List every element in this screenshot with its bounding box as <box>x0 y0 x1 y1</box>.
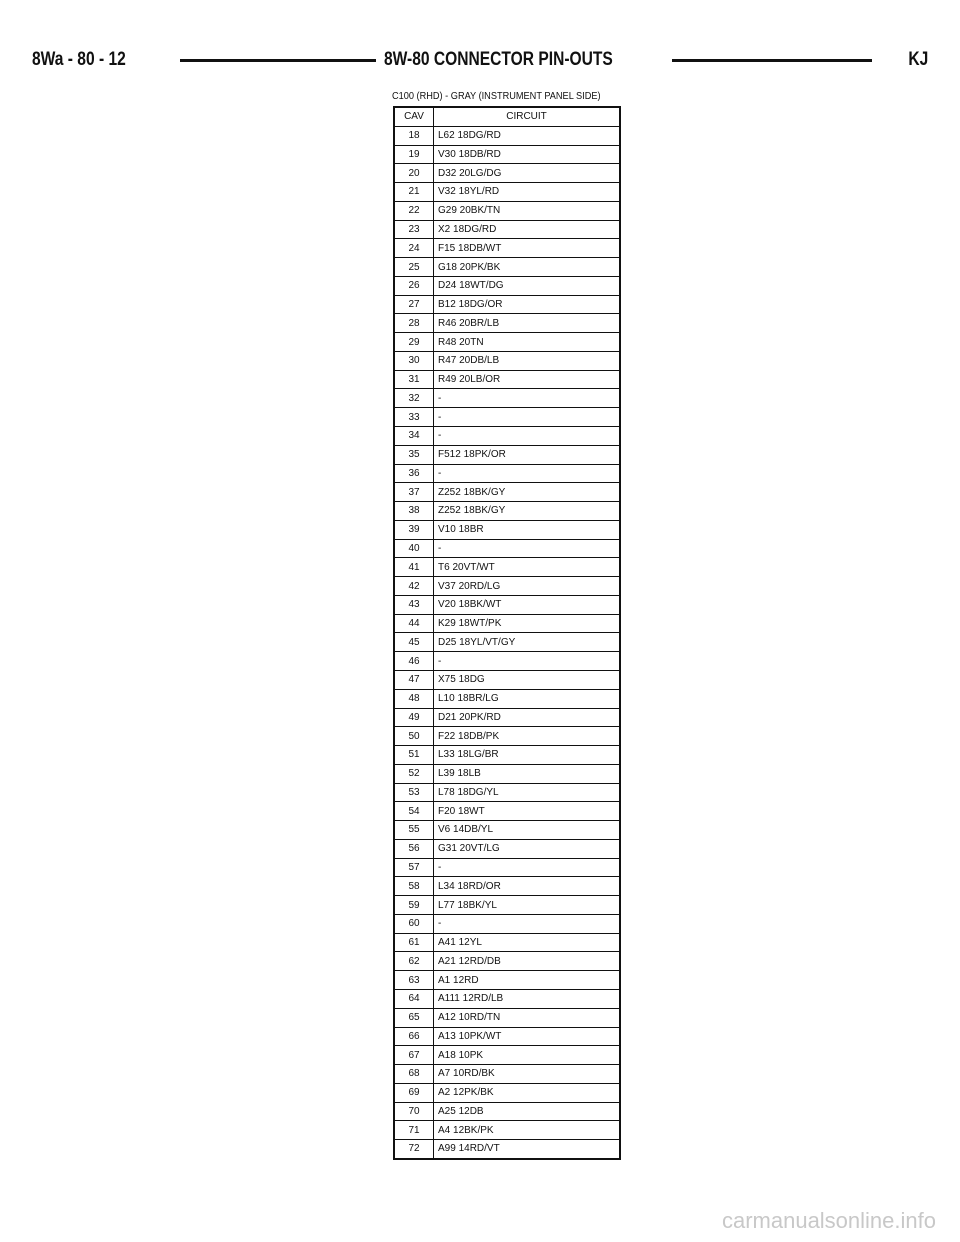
table-row <box>394 295 620 314</box>
circuit-cell: G29 20BK/TN <box>434 201 621 220</box>
circuit-cell: - <box>434 858 621 877</box>
circuit-cell: L77 18BK/YL <box>434 896 621 915</box>
pinout-table <box>393 106 621 1160</box>
cav-cell: 59 <box>394 896 434 915</box>
cav-cell: 37 <box>394 483 434 502</box>
table-row <box>394 351 620 370</box>
table-row <box>394 239 620 258</box>
circuit-cell: V20 18BK/WT <box>434 595 621 614</box>
table-row <box>394 670 620 689</box>
table-row <box>394 858 620 877</box>
circuit-cell: G18 20PK/BK <box>434 258 621 277</box>
table-row <box>394 633 620 652</box>
circuit-cell: - <box>434 652 621 671</box>
circuit-cell: L33 18LG/BR <box>434 746 621 765</box>
table-row <box>394 389 620 408</box>
table-row <box>394 952 620 971</box>
cav-cell: 69 <box>394 1083 434 1102</box>
cav-cell: 39 <box>394 520 434 539</box>
cav-cell: 34 <box>394 427 434 446</box>
table-row <box>394 126 620 145</box>
circuit-cell: - <box>434 914 621 933</box>
circuit-cell: A41 12YL <box>434 933 621 952</box>
cav-column-header: CAV <box>394 107 434 126</box>
table-row <box>394 746 620 765</box>
table-row <box>394 708 620 727</box>
circuit-cell: L34 18RD/OR <box>434 877 621 896</box>
cav-cell: 71 <box>394 1121 434 1140</box>
table-row <box>394 933 620 952</box>
table-row <box>394 502 620 521</box>
cav-cell: 23 <box>394 220 434 239</box>
table-row <box>394 1083 620 1102</box>
cav-cell: 40 <box>394 539 434 558</box>
page-number: 8Wa - 80 - 12 <box>32 46 126 74</box>
cav-cell: 56 <box>394 839 434 858</box>
table-row <box>394 276 620 295</box>
table-row <box>394 783 620 802</box>
cav-cell: 47 <box>394 670 434 689</box>
table-row <box>394 314 620 333</box>
table-row <box>394 652 620 671</box>
circuit-cell: Z252 18BK/GY <box>434 483 621 502</box>
cav-cell: 70 <box>394 1102 434 1121</box>
table-row <box>394 989 620 1008</box>
circuit-cell: F20 18WT <box>434 802 621 821</box>
table-row <box>394 1027 620 1046</box>
table-row <box>394 821 620 840</box>
circuit-cell: V10 18BR <box>434 520 621 539</box>
cav-cell: 38 <box>394 502 434 521</box>
circuit-cell: A1 12RD <box>434 971 621 990</box>
header-rule-right <box>672 59 872 62</box>
circuit-cell: - <box>434 427 621 446</box>
cav-cell: 48 <box>394 689 434 708</box>
circuit-cell: K29 18WT/PK <box>434 614 621 633</box>
table-row <box>394 220 620 239</box>
circuit-cell: R46 20BR/LB <box>434 314 621 333</box>
cav-cell: 44 <box>394 614 434 633</box>
circuit-cell: B12 18DG/OR <box>434 295 621 314</box>
table-row <box>394 1102 620 1121</box>
cav-cell: 54 <box>394 802 434 821</box>
table-row <box>394 558 620 577</box>
cav-cell: 42 <box>394 577 434 596</box>
circuit-cell: - <box>434 408 621 427</box>
cav-cell: 51 <box>394 746 434 765</box>
table-header-row <box>394 107 620 126</box>
table-row <box>394 201 620 220</box>
circuit-cell: Z252 18BK/GY <box>434 502 621 521</box>
connector-title: C100 (RHD) - GRAY (INSTRUMENT PANEL SIDE) <box>392 91 601 102</box>
circuit-cell: X75 18DG <box>434 670 621 689</box>
cav-cell: 60 <box>394 914 434 933</box>
circuit-cell: A18 10PK <box>434 1046 621 1065</box>
page-header <box>32 46 928 76</box>
table-row <box>394 445 620 464</box>
table-row <box>394 727 620 746</box>
table-row <box>394 877 620 896</box>
header-rule-left <box>180 59 376 62</box>
cav-cell: 21 <box>394 183 434 202</box>
circuit-cell: A99 14RD/VT <box>434 1140 621 1159</box>
table-row <box>394 1046 620 1065</box>
model-code: KJ <box>908 46 928 74</box>
circuit-cell: A2 12PK/BK <box>434 1083 621 1102</box>
table-row <box>394 577 620 596</box>
circuit-cell: L39 18LB <box>434 764 621 783</box>
cav-cell: 36 <box>394 464 434 483</box>
table-row <box>394 464 620 483</box>
table-row <box>394 614 620 633</box>
cav-cell: 49 <box>394 708 434 727</box>
circuit-cell: A111 12RD/LB <box>434 989 621 1008</box>
table-row <box>394 145 620 164</box>
circuit-cell: A21 12RD/DB <box>434 952 621 971</box>
circuit-cell: V30 18DB/RD <box>434 145 621 164</box>
circuit-cell: A4 12BK/PK <box>434 1121 621 1140</box>
cav-cell: 64 <box>394 989 434 1008</box>
table-row <box>394 427 620 446</box>
cav-cell: 30 <box>394 351 434 370</box>
table-row <box>394 764 620 783</box>
cav-cell: 28 <box>394 314 434 333</box>
circuit-cell: A7 10RD/BK <box>434 1065 621 1084</box>
circuit-cell: - <box>434 464 621 483</box>
circuit-cell: R48 20TN <box>434 333 621 352</box>
table-row <box>394 520 620 539</box>
cav-cell: 57 <box>394 858 434 877</box>
table-row <box>394 1140 620 1159</box>
circuit-cell: A25 12DB <box>434 1102 621 1121</box>
cav-cell: 33 <box>394 408 434 427</box>
cav-cell: 50 <box>394 727 434 746</box>
cav-cell: 62 <box>394 952 434 971</box>
table-body <box>394 126 620 1159</box>
circuit-cell: F15 18DB/WT <box>434 239 621 258</box>
cav-cell: 53 <box>394 783 434 802</box>
circuit-cell: G31 20VT/LG <box>434 839 621 858</box>
circuit-column-header: CIRCUIT <box>434 107 621 126</box>
cav-cell: 58 <box>394 877 434 896</box>
cav-cell: 32 <box>394 389 434 408</box>
circuit-cell: R47 20DB/LB <box>434 351 621 370</box>
table-row <box>394 164 620 183</box>
circuit-cell: D25 18YL/VT/GY <box>434 633 621 652</box>
cav-cell: 25 <box>394 258 434 277</box>
cav-cell: 46 <box>394 652 434 671</box>
cav-cell: 68 <box>394 1065 434 1084</box>
circuit-cell: F22 18DB/PK <box>434 727 621 746</box>
cav-cell: 19 <box>394 145 434 164</box>
cav-cell: 66 <box>394 1027 434 1046</box>
circuit-cell: F512 18PK/OR <box>434 445 621 464</box>
table-row <box>394 802 620 821</box>
circuit-cell: D32 20LG/DG <box>434 164 621 183</box>
circuit-cell: L78 18DG/YL <box>434 783 621 802</box>
circuit-cell: D24 18WT/DG <box>434 276 621 295</box>
table-row <box>394 408 620 427</box>
cav-cell: 43 <box>394 595 434 614</box>
circuit-cell: R49 20LB/OR <box>434 370 621 389</box>
cav-cell: 20 <box>394 164 434 183</box>
circuit-cell: A13 10PK/WT <box>434 1027 621 1046</box>
cav-cell: 22 <box>394 201 434 220</box>
table-row <box>394 333 620 352</box>
table-row <box>394 539 620 558</box>
circuit-cell: X2 18DG/RD <box>434 220 621 239</box>
table-row <box>394 258 620 277</box>
table-row <box>394 689 620 708</box>
table-row <box>394 914 620 933</box>
table-row <box>394 483 620 502</box>
cav-cell: 61 <box>394 933 434 952</box>
section-title: 8W-80 CONNECTOR PIN-OUTS <box>384 46 613 74</box>
cav-cell: 26 <box>394 276 434 295</box>
cav-cell: 35 <box>394 445 434 464</box>
circuit-cell: T6 20VT/WT <box>434 558 621 577</box>
circuit-cell: L62 18DG/RD <box>434 126 621 145</box>
circuit-cell: V37 20RD/LG <box>434 577 621 596</box>
table-row <box>394 896 620 915</box>
cav-cell: 45 <box>394 633 434 652</box>
cav-cell: 29 <box>394 333 434 352</box>
circuit-cell: L10 18BR/LG <box>434 689 621 708</box>
table-row <box>394 595 620 614</box>
cav-cell: 55 <box>394 821 434 840</box>
cav-cell: 41 <box>394 558 434 577</box>
table-row <box>394 1065 620 1084</box>
circuit-cell: V32 18YL/RD <box>434 183 621 202</box>
cav-cell: 52 <box>394 764 434 783</box>
table-row <box>394 1008 620 1027</box>
cav-cell: 31 <box>394 370 434 389</box>
circuit-cell: - <box>434 539 621 558</box>
watermark: carmanualsonline.info <box>721 1208 936 1233</box>
circuit-cell: A12 10RD/TN <box>434 1008 621 1027</box>
table-row <box>394 839 620 858</box>
cav-cell: 63 <box>394 971 434 990</box>
cav-cell: 72 <box>394 1140 434 1159</box>
table-row <box>394 1121 620 1140</box>
cav-cell: 67 <box>394 1046 434 1065</box>
table-row <box>394 370 620 389</box>
cav-cell: 27 <box>394 295 434 314</box>
cav-cell: 65 <box>394 1008 434 1027</box>
circuit-cell: V6 14DB/YL <box>434 821 621 840</box>
cav-cell: 24 <box>394 239 434 258</box>
cav-cell: 18 <box>394 126 434 145</box>
table-row <box>394 971 620 990</box>
circuit-cell: - <box>434 389 621 408</box>
circuit-cell: D21 20PK/RD <box>434 708 621 727</box>
table-row <box>394 183 620 202</box>
